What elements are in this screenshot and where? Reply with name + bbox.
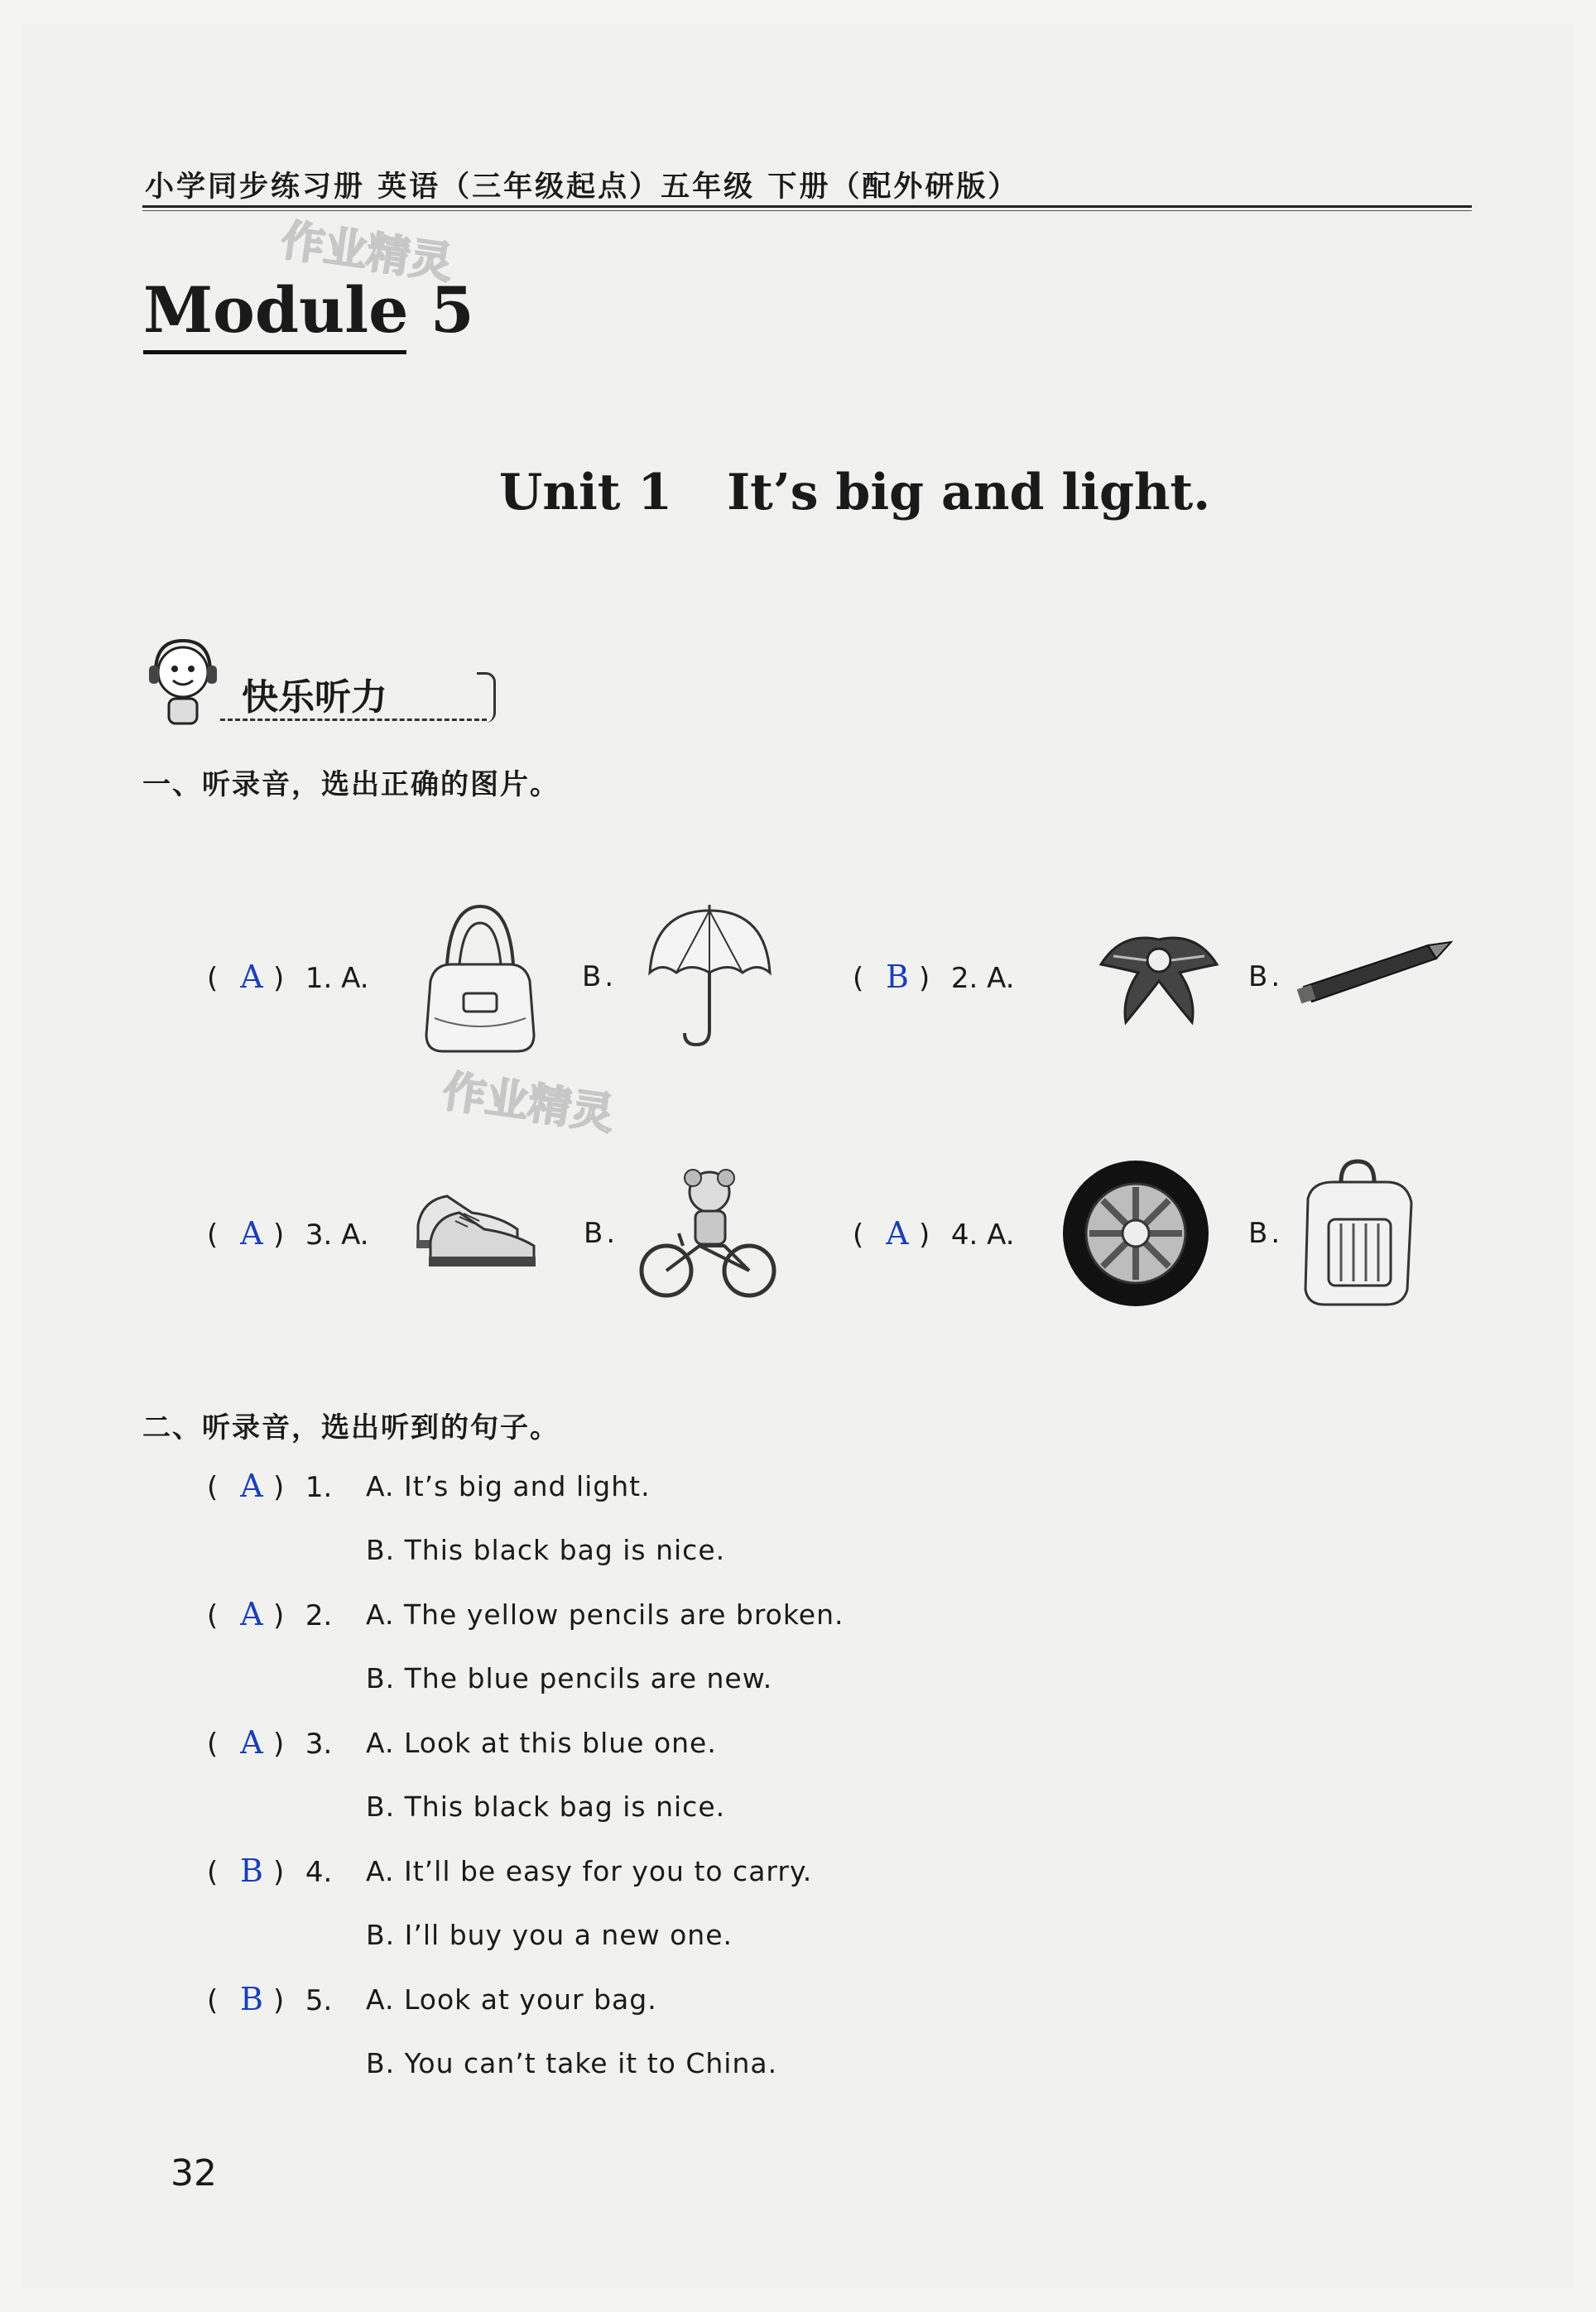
part2-item: ( A ) 2. (207, 1596, 333, 1632)
option-prefix: A. (366, 1727, 395, 1759)
answer-slot[interactable]: A (240, 959, 263, 995)
option-prefix: B. (366, 1534, 396, 1566)
option-text: This black bag is nice. (404, 1790, 726, 1823)
pencil-icon (1296, 935, 1453, 1010)
watermark: 作业精灵 (440, 1066, 618, 1141)
part1-heading: 一、听录音，选出正确的图片。 (142, 768, 560, 801)
option-prefix: B. (366, 1662, 396, 1694)
item-number: 2. (305, 1599, 333, 1632)
option-text: I’ll buy you a new one. (404, 1919, 733, 1951)
item-number: 5. (305, 1984, 333, 2017)
kite-icon (1097, 923, 1221, 1031)
section-badge (146, 632, 477, 732)
option-a-label: A. (987, 1218, 1015, 1252)
option-text: The blue pencils are new. (404, 1662, 773, 1694)
part1-item: ( A ) 3. A. (207, 1215, 369, 1252)
book-header-title: 小学同步练习册 英语（三年级起点）五年级 下册（配外研版） (145, 171, 1020, 204)
option-a (366, 1470, 651, 1502)
part1-item: ( B ) 2. A. (853, 959, 1015, 995)
section-underline (220, 719, 487, 721)
unit-name: It’s big and light. (727, 464, 1211, 522)
option-b-label: B. (1248, 1217, 1284, 1250)
answer-slot[interactable]: A (240, 1215, 263, 1252)
part2-item: ( B ) 4. (207, 1853, 333, 1889)
item-number: 4. (950, 1218, 978, 1252)
sneakers-icon (410, 1175, 542, 1275)
part1-item: ( A ) 1. A. (207, 959, 369, 995)
item-number: 1. (305, 1471, 333, 1504)
unit-title (499, 464, 1210, 522)
answer-slot[interactable]: A (240, 1468, 263, 1504)
option-prefix: A. (366, 1598, 395, 1631)
option-a-label: A. (987, 962, 1015, 995)
watermark: 作业精灵 (278, 215, 456, 290)
backpack-icon (1296, 1157, 1420, 1310)
part2-heading: 二、听录音，选出听到的句子。 (142, 1411, 560, 1444)
header-rule (142, 205, 1472, 208)
page (23, 23, 1573, 2289)
option-a-label: A. (341, 962, 369, 995)
option-b-label: B. (582, 960, 618, 993)
option-a (366, 1855, 812, 1887)
answer-slot[interactable]: B (240, 1853, 263, 1889)
umbrella-icon (642, 902, 778, 1051)
option-a (366, 1727, 717, 1759)
option-text: Look at this blue one. (403, 1727, 717, 1759)
item-number: 1. (305, 962, 333, 995)
answer-slot[interactable]: A (240, 1596, 263, 1632)
option-b (366, 2047, 777, 2079)
page-number: 32 (171, 2152, 217, 2194)
option-text: It’ll be easy for you to carry. (403, 1855, 813, 1887)
option-text: This black bag is nice. (404, 1534, 726, 1566)
option-text: Look at your bag. (403, 1983, 657, 2016)
headphone-kid-icon (146, 632, 220, 732)
option-text: The yellow pencils are broken. (403, 1598, 844, 1631)
item-number: 4. (305, 1856, 333, 1889)
option-b (366, 1919, 733, 1951)
option-prefix: A. (366, 1855, 395, 1887)
header-rule-thin (142, 210, 1472, 211)
part2-item: ( A ) 3. (207, 1724, 333, 1761)
option-b-label: B. (1248, 960, 1284, 993)
option-b (366, 1534, 725, 1566)
part1-item: ( A ) 4. A. (853, 1215, 1015, 1252)
option-b (366, 1662, 772, 1694)
option-prefix: A. (366, 1983, 395, 2016)
unit-number: Unit 1 (499, 464, 673, 522)
option-prefix: B. (366, 1919, 396, 1951)
item-number: 2. (950, 962, 978, 995)
option-prefix: B. (366, 1790, 396, 1823)
item-number: 3. (305, 1728, 333, 1761)
module-title: Module 5 (143, 273, 474, 347)
module-title-underline (143, 350, 406, 354)
item-number: 3. (305, 1218, 333, 1252)
option-prefix: A. (366, 1470, 395, 1502)
option-b (366, 1790, 725, 1823)
tyre-icon (1060, 1157, 1213, 1310)
section-label: 快乐听力 (242, 676, 387, 719)
option-text: It’s big and light. (403, 1470, 651, 1502)
option-text: You can’t take it to China. (404, 2047, 778, 2079)
option-a-label: A. (341, 1218, 369, 1252)
option-a (366, 1983, 657, 2016)
bike-rider-icon (633, 1163, 782, 1304)
option-a (366, 1598, 844, 1631)
answer-slot[interactable]: B (240, 1981, 263, 2017)
part2-item: ( A ) 1. (207, 1468, 333, 1504)
answer-slot[interactable]: A (240, 1724, 263, 1761)
answer-slot[interactable]: B (886, 959, 909, 995)
option-b-label: B. (584, 1217, 619, 1250)
section-bracket (477, 672, 496, 723)
handbag-icon (418, 902, 542, 1060)
option-prefix: B. (366, 2047, 396, 2079)
answer-slot[interactable]: A (886, 1215, 909, 1252)
part2-item: ( B ) 5. (207, 1981, 333, 2017)
